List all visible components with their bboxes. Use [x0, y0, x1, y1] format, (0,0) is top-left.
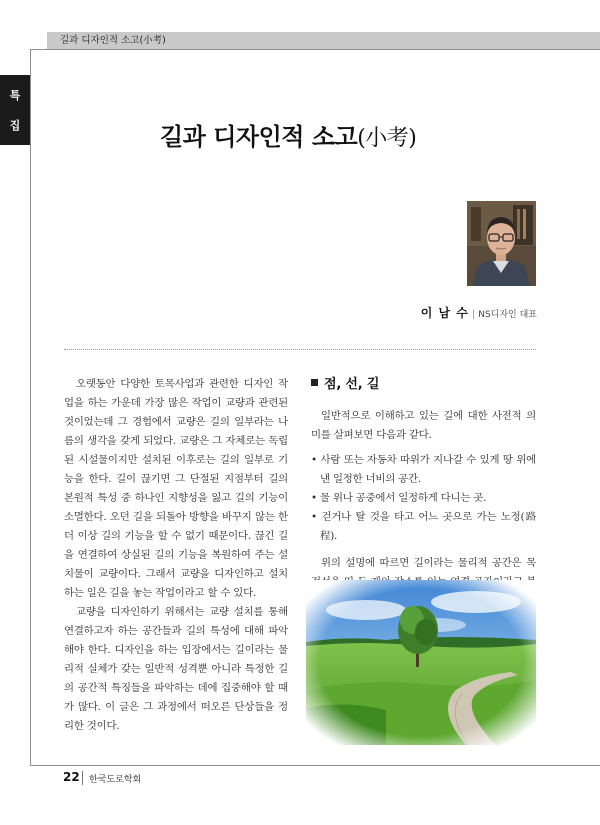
- definition-item: • 물 위나 공중에서 일정하게 다니는 곳.: [311, 492, 487, 504]
- left-paragraph-1: 오랫동안 다양한 토목사업과 관련한 디자인 작업을 하는 가운데 가장 많은 작업이 교량과 관련된 것이었는데 그 경험에서 교량은 길의 일부라는 나름의 생각을 갖게 되었다. 교량은 그 자체로는 독립된 시설물이지만 설치된 이후로는 길의 일부로 기능을 한다. 길이 끊기면 그 단절된 지점부터 길의 본원적 특성 중 하나인 지향성을 잃고 길의 기능이 소멸한다. 오던 길을 되돌아 방향을 바꾸지 않는 한 더 이상 길의 기능을 할 수 없기 때문이다. 끊긴 길을 연결하여 상실된 길의 기능을 복원하여 주는 설치물이 교량이다. 그래서 교량을 디자인하고 설치하는 일은 길을 놓는 작업이라고 할 수 있다.: [64, 378, 288, 599]
- left-column: [64, 375, 288, 736]
- definition-list: [311, 451, 536, 546]
- section-heading-text: 점, 선, 길: [324, 377, 380, 392]
- left-paragraph-2: 교량을 디자인하기 위해서는 교량 설치를 통해 연결하고자 하는 공간들과 길의 특성에 대해 파악해야 한다. 디자인을 하는 입장에서는 길이라는 물리적 실체가 갖는 일반적 성격뿐 아니라 특정한 길의 공간적 특징들을 파악하는 데에 집중해야 할 때가 많다. 이 글은 그 과정에서 떠오른 단상들을 정리한 것이다.: [64, 606, 288, 732]
- square-bullet-icon: [311, 379, 318, 386]
- author-role: NS디자인 대표: [478, 310, 537, 320]
- article-title-main: 길과 디자인적 소고: [160, 123, 358, 151]
- dotted-divider: [64, 349, 536, 350]
- running-header-title: 길과 디자인적 소고(小考): [60, 35, 166, 46]
- side-tab-char-1: 특: [9, 89, 21, 102]
- right-intro-paragraph: 일반적으로 이해하고 있는 길에 대한 사전적 의미를 살펴보면 다음과 같다.: [311, 410, 536, 441]
- section-heading: [311, 375, 536, 395]
- author-portrait-image: [467, 201, 536, 286]
- article-title-hanja: (小考): [357, 126, 417, 151]
- right-closing-paragraph: 위의 설명에 따르면 길이라는 물리적 공간은 목: [321, 557, 536, 569]
- author-photo: [467, 201, 536, 286]
- side-tab-char-2: 집: [9, 119, 21, 132]
- page-frame-top: [30, 49, 600, 50]
- road-landscape-photo: [306, 580, 536, 745]
- section-side-tab: [0, 75, 30, 145]
- footer-separator: [82, 771, 83, 785]
- road-landscape-image: [306, 580, 536, 745]
- definition-item: • 걷거나 탈 것을 타고 어느 곳으로 가는 노정(路程).: [311, 511, 536, 542]
- author-byline: [421, 302, 537, 321]
- publisher-name: 한국도로학회: [89, 775, 142, 785]
- page-frame-bottom: [30, 765, 600, 766]
- article-title: [160, 117, 416, 152]
- author-separator: |: [471, 309, 476, 320]
- definition-item: • 사람 또는 자동차 따위가 지나갈 수 있게 땅 위에 낸 일정한 너비의 공간.: [311, 454, 536, 485]
- author-name: 이 남 수: [420, 306, 469, 320]
- page-frame-left: [30, 49, 31, 766]
- right-column: [311, 375, 536, 611]
- page-number: 22: [63, 770, 80, 784]
